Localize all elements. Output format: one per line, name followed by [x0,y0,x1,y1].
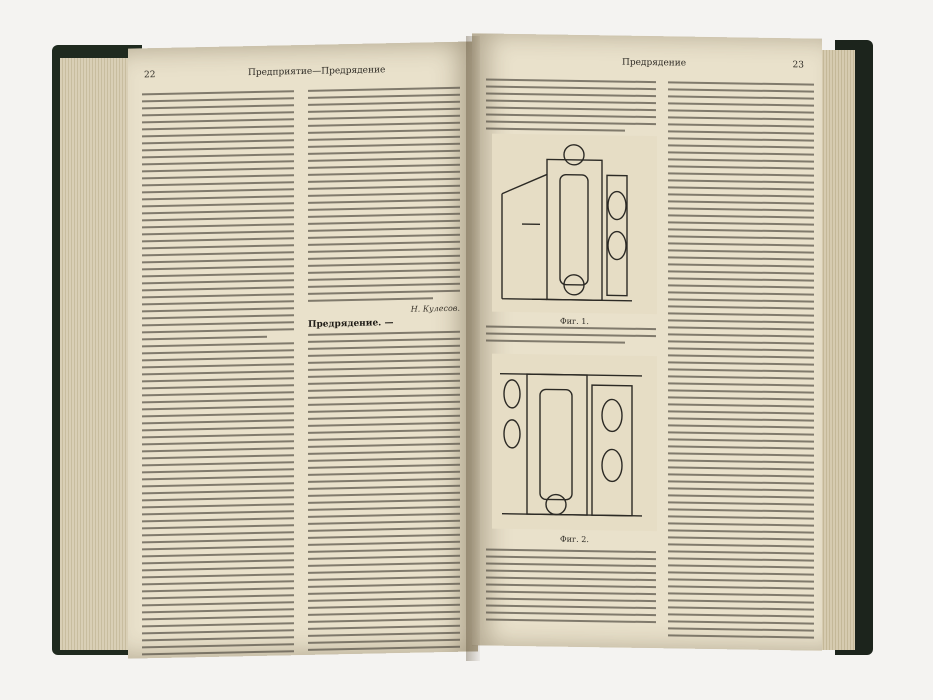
figure-1-caption: Фиг. 1. [560,316,589,327]
right-page [472,33,822,650]
figure-2-caption: Фиг. 2. [560,534,589,545]
right-column-1-bottom [486,548,656,634]
right-column-2 [668,81,814,636]
book-gutter [466,36,480,661]
entry-heading: Предрядение. — [308,318,394,330]
left-page [128,41,478,658]
figure-1 [492,134,657,315]
right-page-number: 23 [792,60,804,71]
left-header-title: Предприятие—Предрядение [248,65,386,79]
left-column-1 [142,90,294,644]
left-column-2 [308,87,460,641]
spinning-machine-drawing-icon [492,354,657,532]
figure-2 [492,354,657,532]
right-header-title: Предрядение [622,57,687,69]
entry-author: Н. Кулесов. [410,303,460,314]
spinning-machine-drawing-icon [492,134,657,315]
left-running-head [128,63,478,81]
left-page-number: 22 [144,70,156,81]
right-running-head [472,55,822,71]
right-column-1-mid [486,325,656,349]
